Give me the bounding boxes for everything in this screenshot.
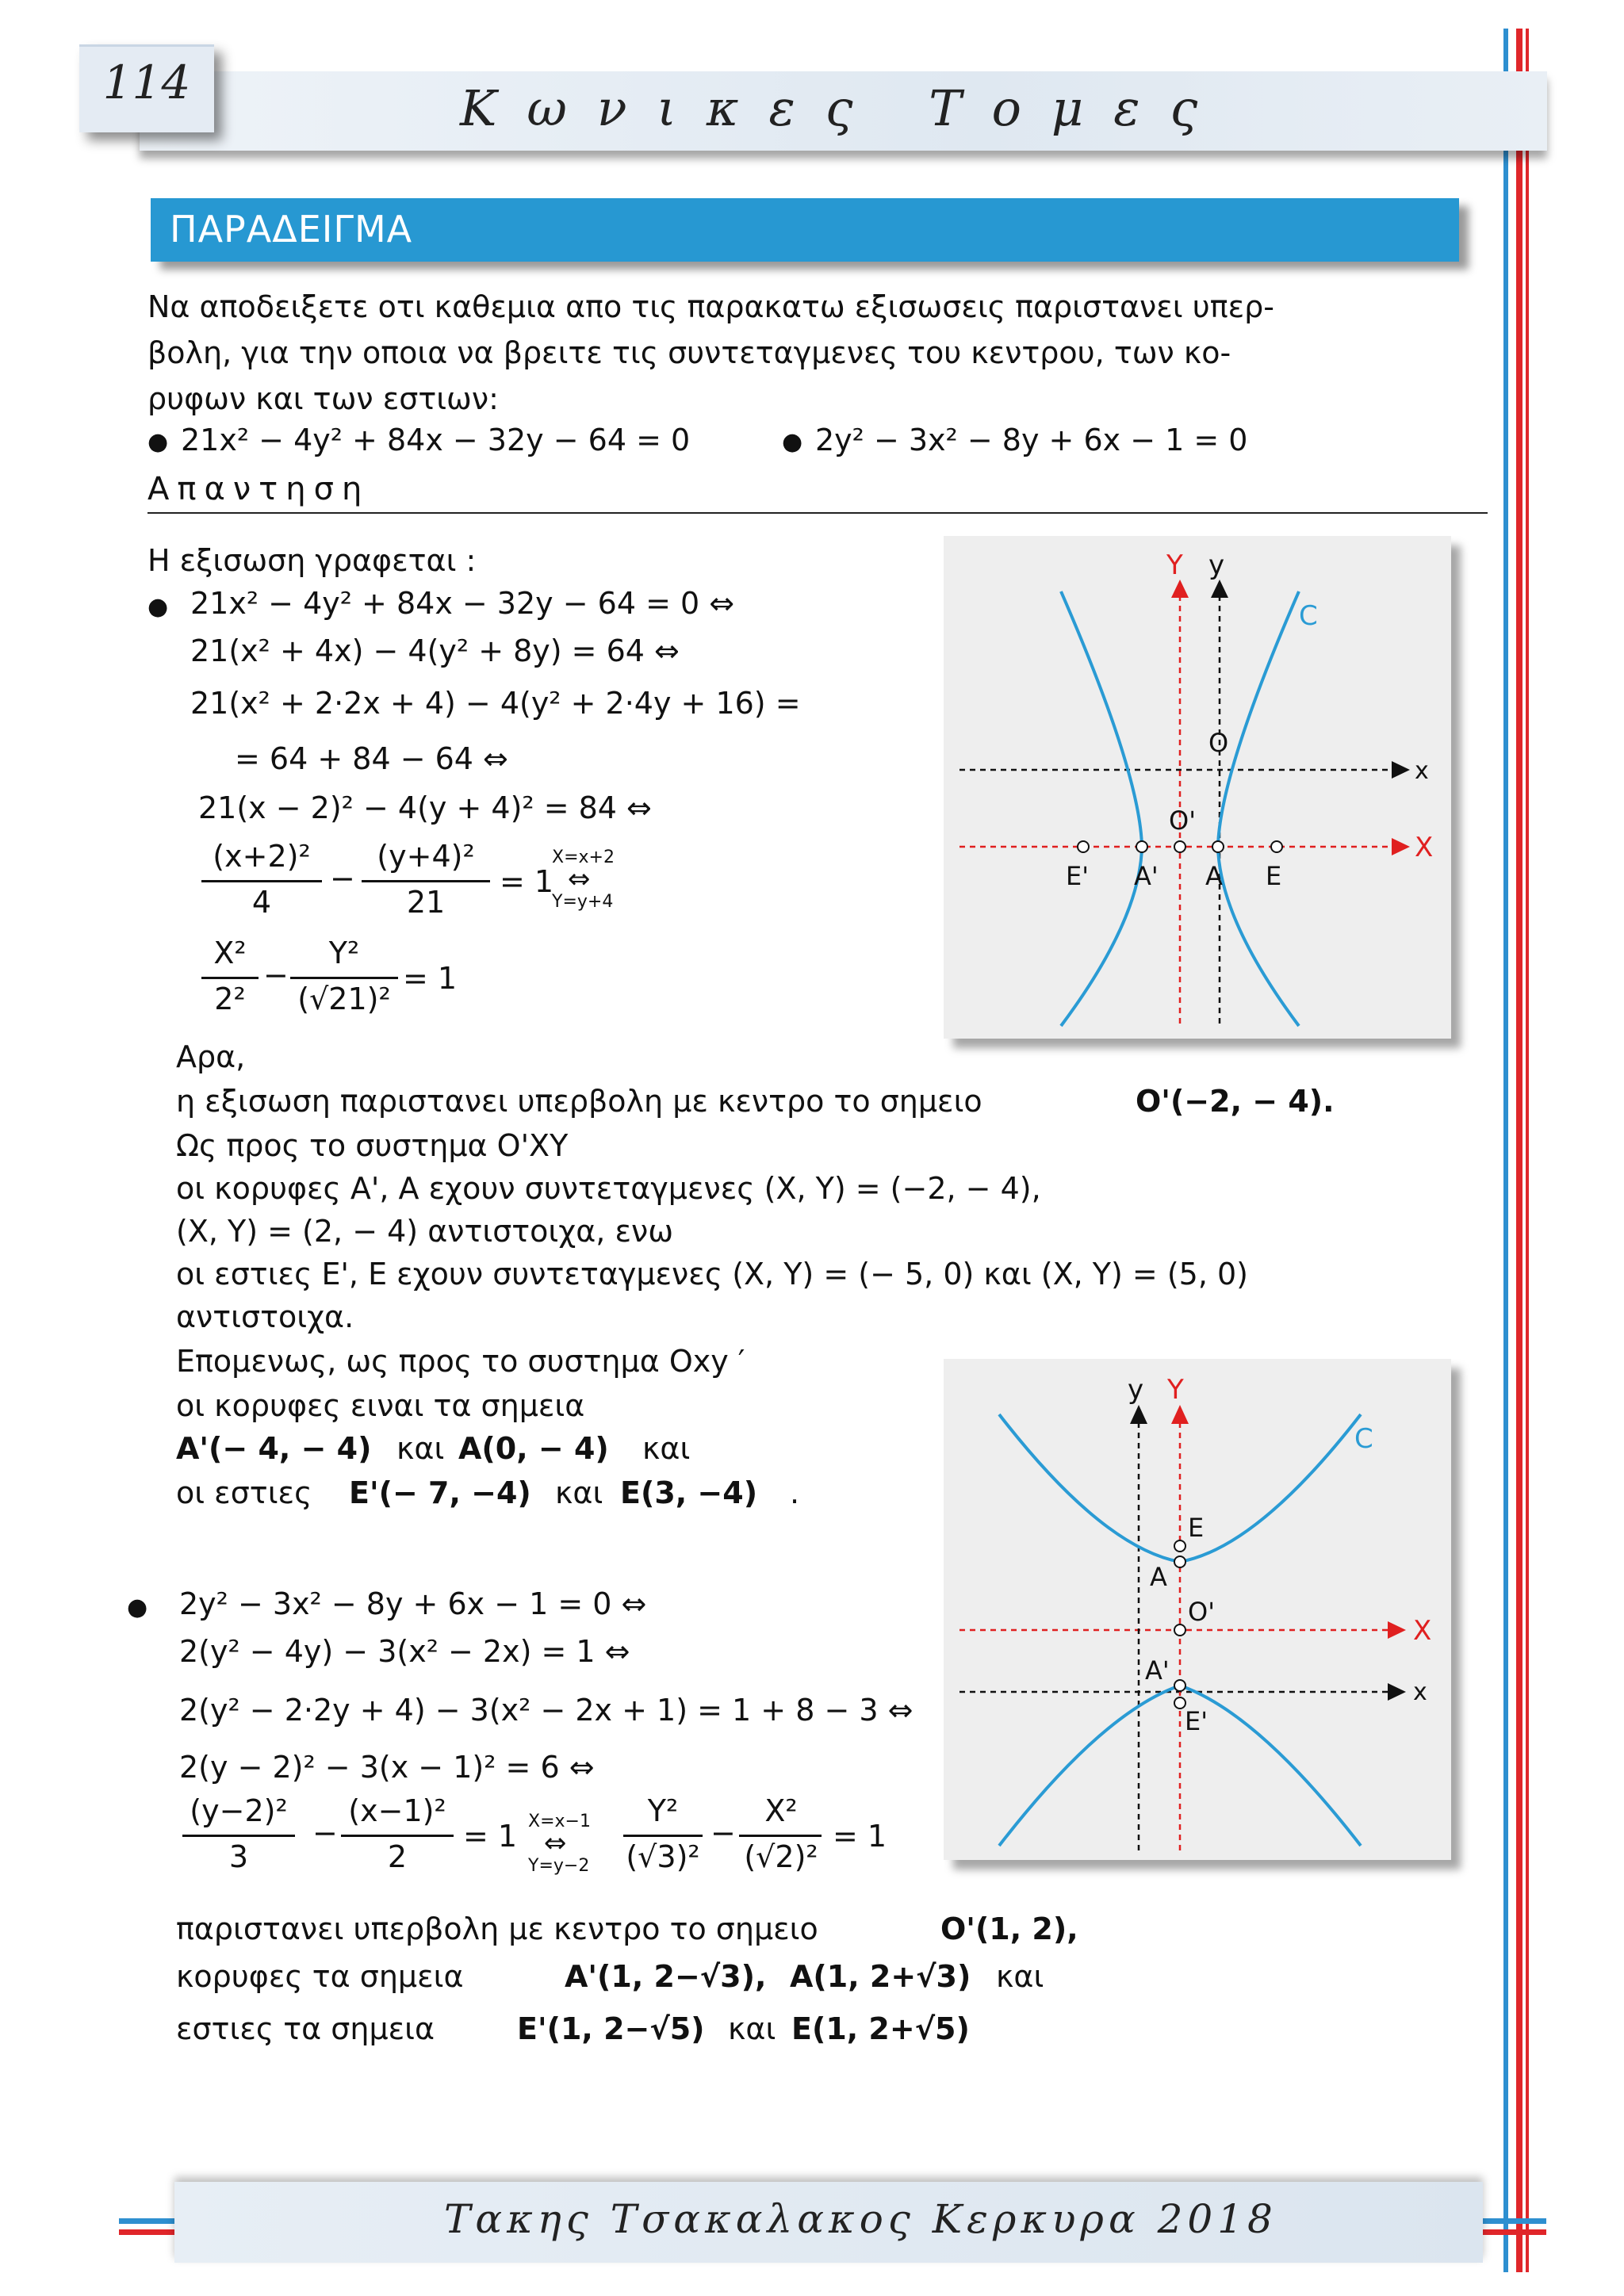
conclusion-line: παριστανει υπερβολη με κεντρο το σημειο — [176, 1911, 818, 1946]
hyperbola-left-branch — [1061, 591, 1142, 1026]
y-axis-arrow-icon — [1211, 580, 1228, 598]
center-label: O' — [1188, 1597, 1215, 1627]
conclusion-line: οι κορυφες Α', Α εχουν συντεταγμενες (Χ, Υ) = (−2, − 4), — [176, 1171, 1041, 1206]
Y-axis-arrow-icon — [1171, 1405, 1189, 1424]
problem-line-3: ρυφων και των εστιων: — [147, 381, 499, 416]
curve-label: C — [1354, 1423, 1373, 1455]
minus-sign: − — [710, 1816, 736, 1850]
fraction-numerator: (y+4)² — [377, 839, 475, 874]
X-axis-arrow-icon — [1392, 838, 1410, 855]
fraction-bar — [290, 977, 398, 979]
curve-label: C — [1299, 600, 1318, 632]
vertex-a-prime-point — [1136, 841, 1147, 852]
part1-step-4: = 64 + 84 − 64 ⇔ — [235, 741, 508, 776]
graph-1-canvas — [944, 536, 1451, 1039]
fraction-denominator: 3 — [228, 1839, 249, 1874]
substitution-top: X=x−1 — [528, 1812, 591, 1831]
fraction-bar — [182, 1835, 295, 1837]
footer-rule-red-right — [1483, 2229, 1546, 2235]
and-word: και — [728, 2011, 776, 2046]
fraction-numerator: (y−2)² — [190, 1793, 288, 1828]
and-word: και — [396, 1431, 445, 1466]
problem-line-1: Να αποδειξετε οτι καθεμια απο τις παρακατω εξισωσεις παριστανει υπερ- — [147, 289, 1274, 324]
and-word: και — [555, 1475, 603, 1510]
fraction-bar — [201, 977, 259, 979]
y-axis-label: y — [1208, 549, 1225, 581]
substitution-bottom: Y=y−2 — [528, 1856, 590, 1876]
hyperbola-graph-1 — [944, 536, 1451, 1039]
red-vertical-rule — [1516, 29, 1522, 2272]
vertex-a-prime: Α'(− 4, − 4) — [176, 1431, 372, 1466]
fraction-denominator: (√2)² — [744, 1839, 818, 1874]
problem-line-2: βολη, για την οποια να βρειτε τις συντεταγμενες του κεντρου, των κο- — [147, 335, 1231, 370]
part2-step-3: 2(y² − 2·2y + 4) − 3(x² − 2x + 1) = 1 + 8 − 3 ⇔ — [179, 1693, 914, 1728]
footer-text: Τακης Τσακαλακος Κερκυρα 2018 — [444, 2196, 1277, 2242]
e-prime-label: E' — [1185, 1706, 1208, 1736]
fraction-denominator: 2² — [214, 982, 246, 1016]
fraction-numerator: Y² — [328, 936, 360, 970]
part1-step-2: 21(x² + 4x) − 4(y² + 8y) = 64 ⇔ — [190, 633, 680, 668]
fraction-numerator: (x+2)² — [213, 839, 311, 874]
center-point: Ο'(−2, − 4). — [1136, 1084, 1335, 1119]
vertex-a-point — [1174, 1556, 1185, 1567]
part1-step-1: 21x² − 4y² + 84x − 32y − 64 = 0 ⇔ — [190, 586, 735, 621]
x-axis-arrow-icon — [1392, 761, 1410, 779]
fraction-bar — [362, 880, 490, 882]
fraction-numerator: X² — [764, 1793, 798, 1828]
conclusion-line: η εξισωση παριστανει υπερβολη με κεντρο το σημειο — [176, 1084, 982, 1119]
y-axis-label: y — [1128, 1374, 1144, 1406]
vertex-a-point — [1212, 841, 1224, 852]
focus-e-point — [1174, 1540, 1185, 1552]
problem-equation-1: 21x² − 4y² + 84x − 32y − 64 = 0 — [181, 423, 691, 457]
equals-one: = 1 — [463, 1819, 518, 1854]
part2-step-1: 2y² − 3x² − 8y + 6x − 1 = 0 ⇔ — [179, 1586, 647, 1621]
vertex-a-prime-point — [1174, 1680, 1185, 1691]
conclusion-line: αντιστοιχα. — [176, 1299, 354, 1334]
conclusion-line: Αρα, — [176, 1039, 246, 1074]
part2-step-2: 2(y² − 4y) − 3(x² − 2x) = 1 ⇔ — [179, 1634, 630, 1669]
part2-step-4: 2(y − 2)² − 3(x − 1)² = 6 ⇔ — [179, 1750, 595, 1785]
a-label: A — [1150, 1562, 1167, 1592]
Y-axis-arrow-icon — [1171, 580, 1189, 598]
hyperbola-graph-2 — [944, 1359, 1451, 1860]
center-point — [1174, 841, 1185, 852]
bullet-icon: ● — [127, 1594, 148, 1621]
fraction-denominator: 4 — [251, 885, 272, 920]
fraction-denominator: (√3)² — [626, 1839, 700, 1874]
conclusion-line: οι κορυφες ειναι τα σημεια — [176, 1388, 585, 1423]
and-word: και — [996, 1959, 1044, 1994]
focus-e-prime: Ε'(1, 2−√5) — [517, 2011, 705, 2046]
center-label: O' — [1169, 806, 1196, 836]
blue-vertical-rule — [1503, 29, 1508, 2272]
section-label: ΠΑΡΑΔΕΙΓΜΑ — [170, 208, 413, 251]
page-title: Κωνικες Τομες — [460, 79, 1228, 137]
x-axis-arrow-icon — [1388, 1683, 1406, 1701]
conclusion-line: (Χ, Υ) = (2, − 4) αντιστοιχα, ενω — [176, 1214, 674, 1249]
footer-rule-blue-right — [1483, 2218, 1546, 2224]
focus-e: Ε(3, −4) — [620, 1475, 758, 1510]
problem-equation-2: 2y² − 3x² − 8y + 6x − 1 = 0 — [815, 423, 1248, 457]
e-prime-label: E' — [1066, 861, 1090, 891]
conclusion-line: Ως προς το συστημα Ο'ΧΥ — [176, 1128, 569, 1163]
vertex-a: Α(0, − 4) — [458, 1431, 609, 1466]
fraction-bar — [341, 1835, 454, 1837]
substitution-top: X=x+2 — [552, 848, 615, 867]
conclusion-line: Επομενως, ως προς το συστημα Οxy ′ — [176, 1344, 745, 1379]
focus-e: Ε(1, 2+√5) — [791, 2011, 970, 2046]
X-axis-label: X — [1413, 1615, 1432, 1647]
a-label: A — [1205, 861, 1223, 891]
conclusion-line: οι εστιες Ε', Ε εχουν συντεταγμενες (Χ, Υ) = (− 5, 0) και (Χ, Υ) = (5, 0) — [176, 1257, 1249, 1292]
focus-e-prime: Ε'(− 7, −4) — [349, 1475, 531, 1510]
equals-one: = 1 — [500, 864, 554, 899]
y-axis-arrow-icon — [1130, 1405, 1147, 1424]
fraction-denominator: (√21)² — [297, 982, 391, 1016]
fraction-bar — [201, 880, 322, 882]
X-axis-label: X — [1415, 832, 1434, 863]
fraction-denominator: 21 — [406, 885, 446, 920]
a-prime-label: A' — [1145, 1655, 1170, 1686]
hyperbola-right-branch — [1218, 591, 1299, 1026]
focus-e-prime-point — [1174, 1697, 1185, 1709]
period: . — [790, 1475, 800, 1510]
minus-sign: − — [330, 861, 355, 896]
X-axis-arrow-icon — [1388, 1621, 1406, 1639]
part1-step-3: 21(x² + 2·2x + 4) − 4(y² + 2·4y + 16) = — [190, 686, 801, 721]
part1-intro: Η εξισωση γραφεται : — [147, 543, 477, 578]
footer-rule-blue-left — [119, 2218, 182, 2224]
Y-axis-label: Y — [1167, 1374, 1184, 1406]
focus-e-prime-point — [1078, 841, 1089, 852]
and-word: και — [642, 1431, 691, 1466]
page-number: 114 — [102, 55, 191, 109]
origin-label: O — [1208, 728, 1229, 758]
footer-rule-red-left — [119, 2229, 182, 2235]
Y-axis-label: Y — [1166, 549, 1183, 581]
graph-2-canvas — [944, 1359, 1451, 1860]
focus-e-point — [1271, 841, 1282, 852]
a-prime-label: A' — [1134, 861, 1159, 891]
equivalence-arrow: ⇔ — [568, 863, 591, 895]
conclusion-line: κορυφες τα σημεια — [176, 1959, 464, 1994]
part1-step-5: 21(x − 2)² − 4(y + 4)² = 84 ⇔ — [198, 790, 652, 825]
fraction-numerator: Y² — [647, 1793, 679, 1828]
bullet-icon: ● — [782, 428, 803, 456]
center-point: Ο'(1, 2), — [940, 1911, 1078, 1946]
bullet-icon: ● — [147, 593, 169, 621]
fraction-bar — [623, 1835, 703, 1837]
fraction-bar — [739, 1835, 822, 1837]
divider — [147, 512, 1488, 514]
vertex-a: Α(1, 2+√3) — [790, 1959, 971, 1994]
red-vertical-rule-right — [1526, 29, 1529, 2272]
e-label: E — [1266, 861, 1282, 891]
x-axis-label: x — [1415, 757, 1429, 785]
center-point — [1174, 1624, 1185, 1636]
equals-one: = 1 — [833, 1819, 887, 1854]
vertex-a-prime: Α'(1, 2−√3), — [565, 1959, 767, 1994]
substitution-bottom: Y=y+4 — [552, 892, 614, 912]
fraction-denominator: 2 — [387, 1839, 408, 1874]
x-axis-label: x — [1413, 1678, 1427, 1706]
answer-heading: Απαντηση — [147, 471, 370, 507]
equals-one: = 1 — [403, 961, 458, 996]
conclusion-line: οι εστιες — [176, 1475, 312, 1510]
conclusion-line: εστιες τα σημεια — [176, 2011, 435, 2046]
minus-sign: − — [263, 958, 289, 993]
minus-sign: − — [312, 1816, 338, 1850]
bullet-icon: ● — [147, 428, 169, 456]
equivalence-arrow: ⇔ — [544, 1827, 567, 1859]
fraction-numerator: X² — [213, 936, 247, 970]
e-label: E — [1188, 1513, 1205, 1543]
fraction-numerator: (x−1)² — [348, 1793, 446, 1828]
